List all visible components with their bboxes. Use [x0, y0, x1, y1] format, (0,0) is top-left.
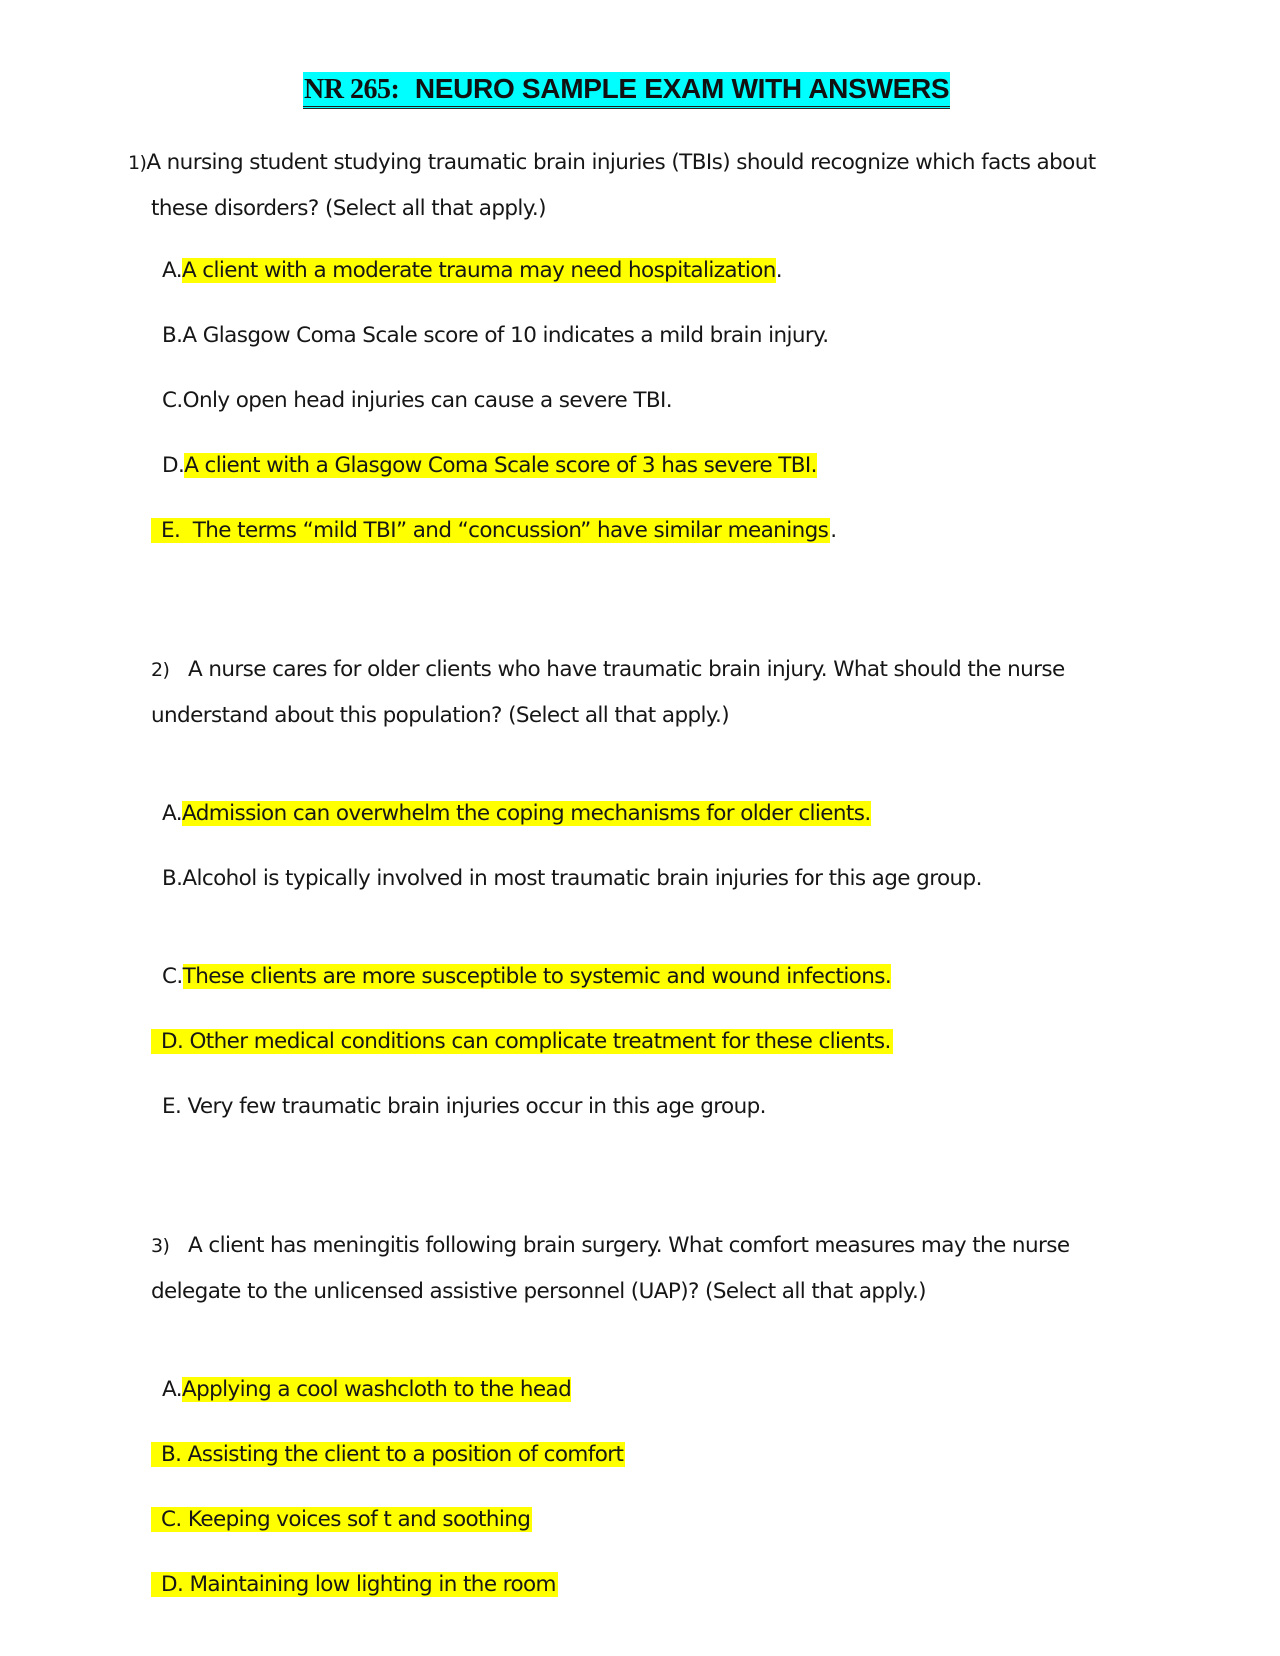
option-letter: D.: [161, 1572, 184, 1597]
q1-option-a: [162, 256, 782, 286]
option-letter: A.: [162, 1377, 182, 1402]
option-text-correct: A client with a Glasgow Coma Scale score of 3 has severe TBI.: [184, 453, 817, 478]
q1-option-c: [162, 386, 672, 416]
q2-option-d: [151, 1027, 893, 1057]
option-letter: B.: [161, 1442, 182, 1467]
question-text: A nurse cares for older clients who have traumatic brain injury. What should the nurse: [188, 657, 1065, 682]
option-letter: E.: [162, 1094, 182, 1119]
question-3-stem: [151, 1231, 1069, 1261]
option-tail: .: [775, 258, 783, 283]
title-main: NEURO SAMPLE EXAM WITH ANSWERS: [414, 73, 950, 104]
option-text-correct: These clients are more susceptible to systemic and wound infections.: [182, 964, 892, 989]
q1-option-b: [162, 321, 828, 351]
option-letter: B.: [162, 323, 183, 348]
q2-option-a: [162, 799, 871, 829]
option-letter: A.: [162, 258, 182, 283]
option-highlight: [151, 1029, 893, 1054]
option-text-correct: A client with a moderate trauma may need hospitalization: [181, 258, 776, 283]
q1-option-e: [151, 516, 837, 546]
q3-option-a: [162, 1375, 571, 1405]
option-text-correct: Admission can overwhelm the coping mechanisms for older clients.: [181, 801, 871, 826]
q1-option-d: [162, 451, 817, 481]
option-tail: .: [830, 518, 837, 543]
question-text: A client has meningitis following brain surgery. What comfort measures may the nurse: [188, 1233, 1070, 1258]
option-letter: C.: [161, 1507, 182, 1532]
question-number: 2): [151, 659, 170, 681]
option-text: Alcohol is typically involved in most traumatic brain injuries for this age group.: [182, 866, 982, 891]
page-title: [303, 72, 950, 109]
question-1-stem: [128, 148, 1096, 178]
option-text-correct: Other medical conditions can complicate treatment for these clients.: [189, 1029, 891, 1054]
option-highlight: [151, 1442, 625, 1467]
q3-option-d: [151, 1570, 558, 1600]
option-letter: E.: [161, 518, 181, 543]
option-text-correct: The terms “mild TBI” and “concussion” have similar meanings: [192, 518, 829, 543]
option-highlight: [151, 1507, 532, 1532]
question-number: 1): [128, 152, 147, 174]
title-course-number: NR 265:: [304, 74, 400, 105]
option-letter: C.: [162, 964, 183, 989]
q2-option-b: [162, 864, 982, 894]
option-text: Only open head injuries can cause a severe TBI.: [182, 388, 673, 413]
option-text-correct: Assisting the client to a position of comfort: [187, 1442, 624, 1467]
option-text-correct: Keeping voices sof t and soothing: [187, 1507, 531, 1532]
q2-option-c: [162, 962, 891, 992]
question-2-stem-cont: understand about this population? (Select all that apply.): [151, 703, 729, 728]
question-text: A nursing student studying traumatic brain injuries (TBIs) should recognize which facts about: [146, 150, 1096, 175]
q3-option-c: [151, 1505, 532, 1535]
option-letter: A.: [162, 801, 182, 826]
question-number: 3): [151, 1235, 170, 1257]
option-letter: C.: [162, 388, 183, 413]
option-text: A Glasgow Coma Scale score of 10 indicates a mild brain injury.: [182, 323, 829, 348]
option-letter: D.: [161, 1029, 184, 1054]
option-text: Very few traumatic brain injuries occur in this age group.: [187, 1094, 766, 1119]
q3-option-b: [151, 1440, 625, 1470]
q2-option-e: [162, 1092, 766, 1122]
option-text-correct: Applying a cool washcloth to the head: [181, 1377, 572, 1402]
question-3-stem-cont: delegate to the unlicensed assistive personnel (UAP)? (Select all that apply.): [151, 1279, 926, 1304]
option-letter: B.: [162, 866, 183, 891]
option-text-correct: Maintaining low lighting in the room: [189, 1572, 556, 1597]
option-letter: D.: [162, 453, 185, 478]
question-1-stem-cont: these disorders? (Select all that apply.): [151, 196, 546, 221]
option-highlight: [151, 1572, 558, 1597]
question-2-stem: [151, 655, 1065, 685]
option-highlight: [151, 518, 830, 543]
